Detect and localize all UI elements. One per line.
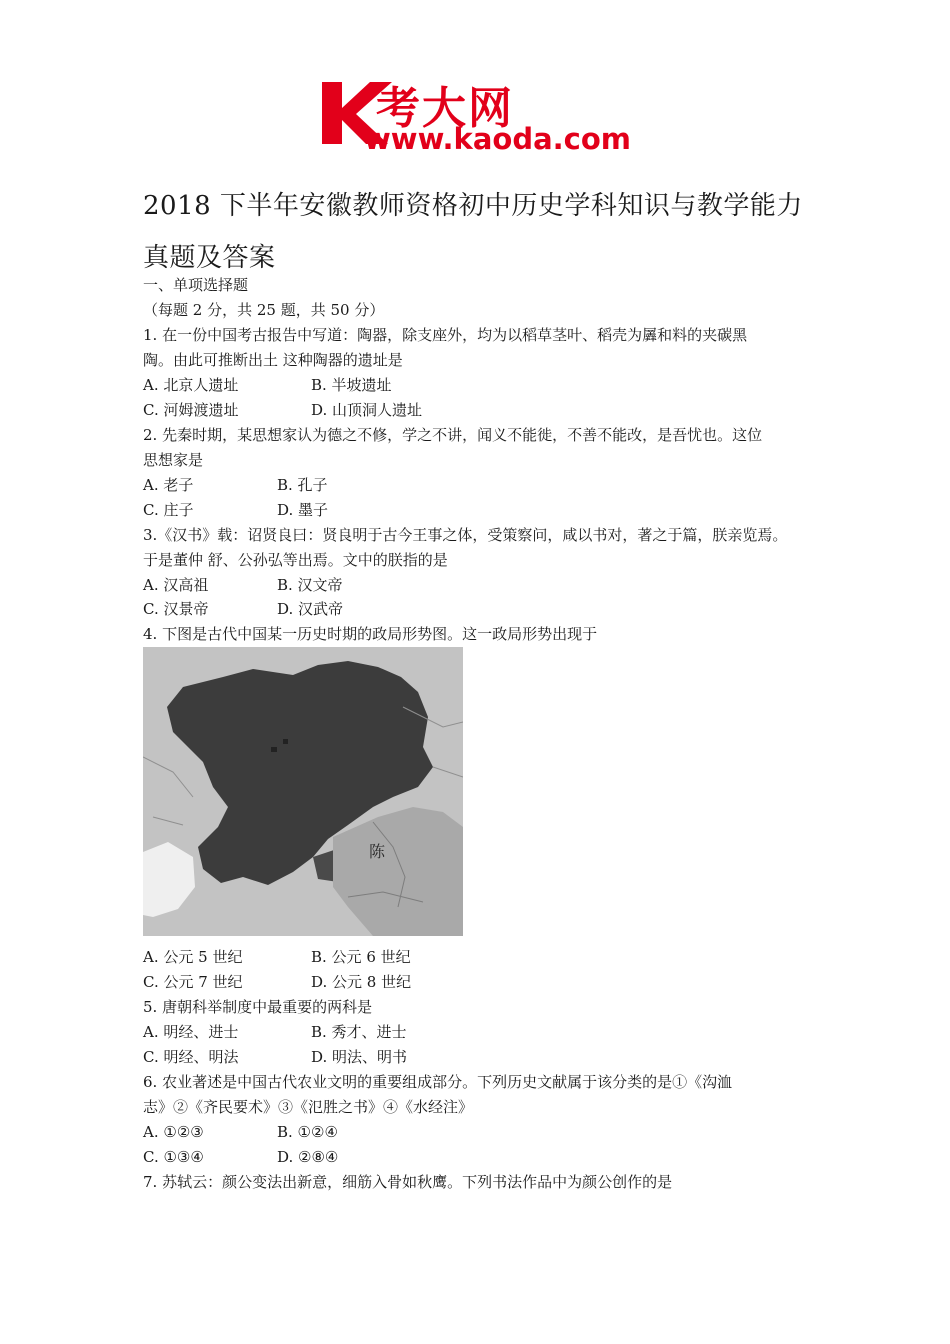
question-2-option-b: B. 孔子: [277, 476, 328, 494]
question-6-option-c: C. ①③④: [143, 1148, 204, 1166]
question-3-option-d: D. 汉武帝: [277, 600, 344, 618]
section-heading: 一、单项选择题: [143, 276, 249, 294]
question-3-line-2: 于是董仲 舒、公孙弘等出焉。文中的朕指的是: [143, 551, 448, 569]
scoring-note: （每题 2 分，共 25 题，共 50 分）: [143, 301, 385, 319]
map-label-chen: 陈: [369, 842, 386, 861]
question-1-option-b: B. 半坡遗址: [311, 376, 392, 394]
question-4-line-1: 4. 下图是古代中国某一历史时期的政局形势图。这一政局形势出现于: [143, 625, 598, 643]
question-3-line-1: 3.《汉书》载：诏贤良曰：贤良明于古今王事之体，受策察问，咸以书对，著之于篇，朕亲览焉。: [143, 526, 788, 544]
question-4-option-b: B. 公元 6 世纪: [311, 948, 411, 966]
question-2-option-a: A. 老子: [143, 476, 194, 494]
question-5-line-1: 5. 唐朝科举制度中最重要的两科是: [143, 998, 373, 1016]
question-6-option-b: B. ①②④: [277, 1123, 338, 1141]
question-6-line-1: 6. 农业著述是中国古代农业文明的重要组成部分。下列历史文献属于该分类的是①《沟洫: [143, 1073, 733, 1091]
question-6-line-2: 志》②《齐民要术》③《氾胜之书》④《水经注》: [143, 1098, 474, 1116]
question-4-option-d: D. 公元 8 世纪: [311, 973, 412, 991]
question-6-option-a: A. ①②③: [143, 1123, 204, 1141]
kaoda-logo: [318, 78, 648, 160]
question-4-option-a: A. 公元 5 世纪: [143, 948, 243, 966]
question-2-line-1: 2. 先秦时期，某思想家认为德之不修，学之不讲，闻义不能徙，不善不能改，是吾忧也。这位: [143, 426, 763, 444]
question-3-option-c: C. 汉景帝: [143, 600, 209, 618]
question-1-option-c: C. 河姆渡遗址: [143, 401, 239, 419]
question-4-option-c: C. 公元 7 世纪: [143, 973, 243, 991]
question-6-option-d: D. ②⑧④: [277, 1148, 339, 1166]
question-3-option-b: B. 汉文帝: [277, 576, 343, 594]
question-1-option-d: D. 山顶洞人遗址: [311, 401, 423, 419]
question-1-line-2: 陶。由此可推断出土 这种陶器的遗址是: [143, 351, 403, 369]
question-2-line-2: 思想家是: [143, 451, 204, 469]
question-5-option-b: B. 秀才、进士: [311, 1023, 407, 1041]
historical-political-map: [143, 647, 463, 936]
document-title: 2018 下半年安徽教师资格初中历史学科知识与教学能力真题及答案: [143, 191, 803, 273]
question-1-line-1: 1. 在一份中国考古报告中写道：陶器，除支座外，均为以稻草茎叶、稻壳为羼和料的夹碳黑: [143, 326, 748, 344]
question-5-option-a: A. 明经、进士: [143, 1023, 239, 1041]
question-2-option-d: D. 墨子: [277, 501, 329, 519]
question-3-option-a: A. 汉高祖: [143, 576, 209, 594]
logo-brand-text: 考大网: [376, 83, 514, 134]
question-5-option-c: C. 明经、明法: [143, 1048, 239, 1066]
question-2-option-c: C. 庄子: [143, 501, 194, 519]
question-7-line-1: 7. 苏轼云：颜公变法出新意，细筋入骨如秋鹰。下列书法作品中为颜公创作的是: [143, 1173, 673, 1191]
question-1-option-a: A. 北京人遗址: [143, 376, 239, 394]
logo-url-text: www.kaoda.com: [364, 122, 631, 156]
question-5-option-d: D. 明法、明书: [311, 1048, 408, 1066]
